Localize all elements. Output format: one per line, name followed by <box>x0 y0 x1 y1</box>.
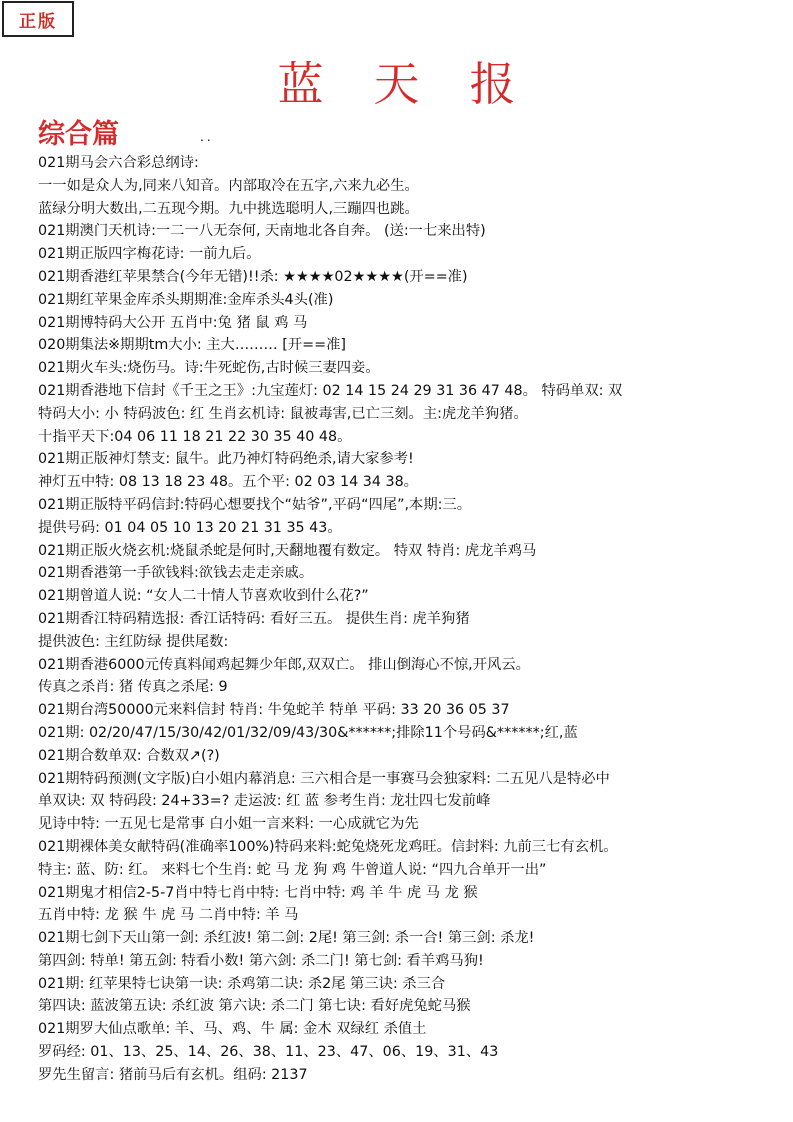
content-line: 021期合数单双: 合数双↗(?) <box>38 747 220 764</box>
content-line: 021期博特码大公开 五肖中:兔 猪 鼠 鸡 马 <box>38 314 308 331</box>
content-line: 021期七剑下天山第一剑: 杀红波! 第二剑: 2尾! 第三剑: 杀一合! 第三剑: 杀龙! <box>38 930 535 947</box>
content-line: 见诗中特: 一五见七是常事 白小姐一言来料: 一心成就它为先 <box>38 816 419 833</box>
content-line: 021期香港地下信封《千王之王》:九宝莲灯: 02 14 15 24 29 31 36 47 48。 特码单双: 双 <box>38 382 623 399</box>
content-line: 021期火车头:烧伤马。诗:牛死蛇伤,古时候三妻四妾。 <box>38 360 380 377</box>
content-line: 021期红苹果金库杀头期期准:金库杀头4头(准) <box>38 291 334 308</box>
content-line: 021期香江特码精选报: 香江话特码: 看好三五。 提供生肖: 虎羊狗猪 <box>38 610 470 627</box>
section-dots: .. <box>200 130 214 144</box>
section-title: 综合篇 <box>38 119 119 150</box>
content-line: 五肖中特: 龙 猴 牛 虎 马 二肖中特: 羊 马 <box>38 907 299 924</box>
content-line: 传真之杀肖: 猪 传真之杀尾: 9 <box>38 679 228 696</box>
content-line: 蓝绿分明大数出,二五现今期。九中挑选聪明人,三蹦四也跳。 <box>38 200 419 217</box>
page-title: 蓝天报 <box>277 57 566 111</box>
content-line: 十指平天下:04 06 11 18 21 22 30 35 40 48。 <box>38 428 352 445</box>
content-line: 021期罗大仙点歌单: 羊、马、鸡、牛 属: 金木 双绿红 杀值土 <box>38 1021 427 1038</box>
content-line: 第四剑: 特单! 第五剑: 特看小数! 第六剑: 杀二门! 第七剑: 看羊鸡马狗! <box>38 952 484 969</box>
authentic-badge: 正版 <box>2 1 74 37</box>
content-line: 一一如是众人为,同来八知音。内部取冷在五字,六来九必生。 <box>38 177 419 194</box>
content-line: 单双诀: 双 特码段: 24+33=? 走运波: 红 蓝 参考生肖: 龙壮四七发前峰 <box>38 793 491 810</box>
content-line: 021期: 02/20/47/15/30/42/01/32/09/43/30&******;排除11个号码&******;红,蓝 <box>38 724 578 741</box>
content-line: 021期澳门天机诗:一二一八无奈何, 天南地北各自奔。 (送:一七来出特) <box>38 223 486 240</box>
content-line: 021期曾道人说: “女人二十情人节喜欢收到什么花?” <box>38 588 369 605</box>
content-line: 021期正版火烧玄机:烧鼠杀蛇是何时,天翻地覆有数定。 特双 特肖: 虎龙羊鸡马 <box>38 542 537 559</box>
content-line: 020期集法※期期tm大小: 主大……… [开==准] <box>38 337 346 354</box>
content-line: 罗先生留言: 猪前马后有玄机。组码: 2137 <box>38 1066 308 1083</box>
content-line: 罗码经: 01、13、25、14、26、38、11、23、47、06、19、31、43 <box>38 1044 499 1061</box>
content-line: 021期裸体美女献特码(准确率100%)特码来料:蛇兔烧死龙鸡旺。信封料: 九前三七有玄机。 <box>38 838 618 855</box>
content-line: 021期香港红苹果禁合(今年无错)!!杀: ★★★★02★★★★(开==准) <box>38 268 468 285</box>
content-line: 021期香港6000元传真料闻鸡起舞少年郎,双双亡。 排山倒海心不惊,开风云。 <box>38 656 530 673</box>
content-line: 021期马会六合彩总纲诗: <box>38 155 199 171</box>
content-line: 021期正版神灯禁支: 鼠牛。此乃神灯特码绝杀,请大家参考! <box>38 451 414 468</box>
content-line: 021期香港第一手欲钱料:欲钱去走走亲戚。 <box>38 565 314 582</box>
content-line: 提供号码: 01 04 05 10 13 20 21 31 35 43。 <box>38 519 342 536</box>
content-line: 021期特码预测(文字版)白小姐内幕消息: 三六相合是一事赛马会独家料: 二五见八是特必中 <box>38 770 610 787</box>
content-line: 021期: 红苹果特七诀第一诀: 杀鸡第二诀: 杀2尾 第三诀: 杀三合 <box>38 975 446 992</box>
content-line: 特主: 蓝、防: 红。 来料七个生肖: 蛇 马 龙 狗 鸡 牛曾道人说: “四九合单开一出” <box>38 861 547 878</box>
content-line: 神灯五中特: 08 13 18 23 48。五个平: 02 03 14 34 38。 <box>38 474 418 491</box>
content-line: 021期正版四字梅花诗: 一前九后。 <box>38 246 261 263</box>
content-line: 特码大小: 小 特码波色: 红 生肖玄机诗: 鼠被毒害,已亡三刻。主:虎龙羊狗猪。 <box>38 405 528 422</box>
content-lines <box>38 152 778 1087</box>
content-line: 第四诀: 蓝波第五诀: 杀红波 第六诀: 杀二门 第七诀: 看好虎兔蛇马猴 <box>38 998 471 1015</box>
content-line: 提供波色: 主红防绿 提供尾数: <box>38 633 229 650</box>
content-line: 021期正版特平码信封:特码心想要找个“姑爷”,平码“四尾”,本期:三。 <box>38 496 472 513</box>
content-line: 021期台湾50000元来料信封 特肖: 牛兔蛇羊 特单 平码: 33 20 36 05 37 <box>38 702 510 719</box>
content-line: 021期鬼才相信2-5-7肖中特七肖中特: 七肖中特: 鸡 羊 牛 虎 马 龙 猴 <box>38 884 478 901</box>
